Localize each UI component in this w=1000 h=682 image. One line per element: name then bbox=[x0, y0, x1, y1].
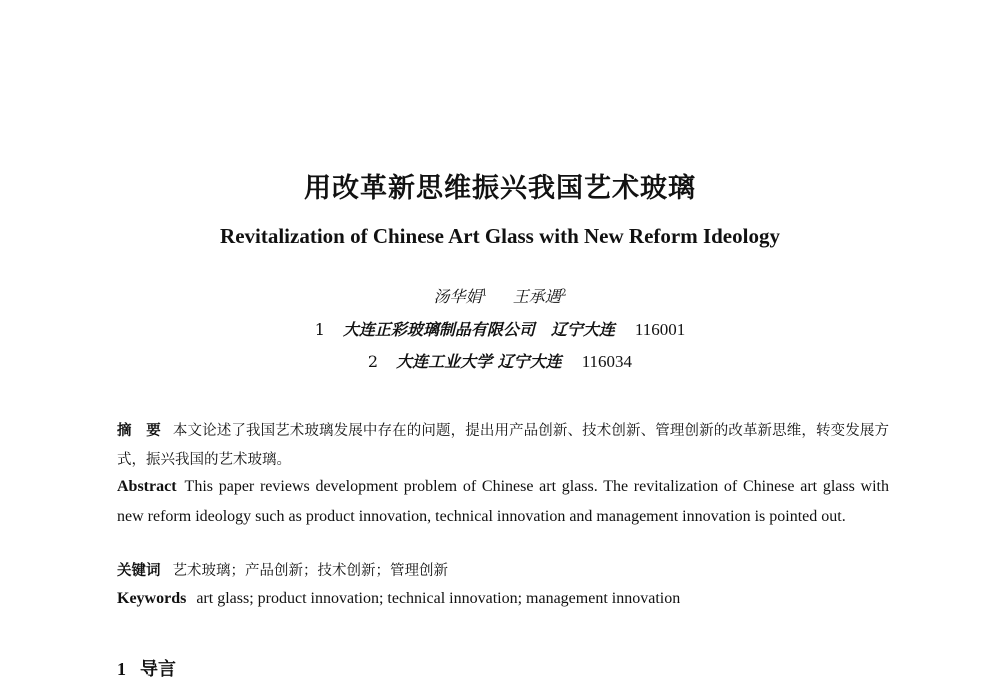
affiliation-1 bbox=[0, 317, 1000, 340]
author-affiliation-mark: 2 bbox=[560, 288, 567, 299]
keywords-chinese bbox=[117, 559, 889, 580]
affiliation-name: 大连正彩玻璃制品有限公司 辽宁大连 bbox=[342, 320, 615, 339]
abstract-chinese bbox=[117, 417, 889, 475]
paper-title-english: Revitalization of Chinese Art Glass with New Reform Ideology bbox=[220, 224, 780, 248]
affiliation-2 bbox=[0, 349, 1000, 372]
affiliation-zip: 116001 bbox=[634, 320, 686, 339]
keywords-english bbox=[117, 590, 889, 608]
section-number: 1 bbox=[117, 659, 126, 679]
section-title: 导言 bbox=[140, 659, 176, 680]
abstract-english-text: This paper reviews development problem of Chinese art glass. The revitalization of Chinese art glass with new reform ideology such as product innovation, technical innovation and management innovation is pointed out. bbox=[117, 478, 889, 525]
keywords-chinese-label: 关键词 bbox=[117, 563, 161, 579]
keywords-english-label: Keywords bbox=[117, 590, 187, 607]
abstract-english bbox=[117, 472, 889, 532]
author-name: 汤华娟 bbox=[433, 287, 482, 306]
keywords-english-text: art glass; product innovation; technical innovation; management innovation bbox=[196, 590, 681, 607]
abstract-english-label: Abstract bbox=[117, 478, 177, 495]
affiliation-number: 1 bbox=[314, 320, 325, 339]
affiliation-name: 大连工业大学 辽宁大连 bbox=[396, 352, 562, 371]
abstract-chinese-text: 本文论述了我国艺术玻璃发展中存在的问题，提出用产品创新、技术创新、管理创新的改革新思维，转变发展方式，振兴我国的艺术玻璃。 bbox=[117, 423, 890, 468]
abstract-chinese-label: 摘 要 bbox=[117, 423, 161, 439]
affiliation-zip: 116034 bbox=[581, 352, 633, 371]
affiliation-number: 2 bbox=[367, 352, 379, 371]
keywords-chinese-text: 艺术玻璃；产品创新；技术创新；管理创新 bbox=[172, 563, 448, 579]
paper-title-chinese: 用改革新思维振兴我国艺术玻璃 bbox=[304, 173, 696, 204]
author-line bbox=[0, 284, 1000, 307]
author-affiliation-mark: 1 bbox=[481, 288, 488, 299]
author-name: 王承遇 bbox=[512, 287, 561, 306]
section-heading bbox=[117, 655, 176, 681]
